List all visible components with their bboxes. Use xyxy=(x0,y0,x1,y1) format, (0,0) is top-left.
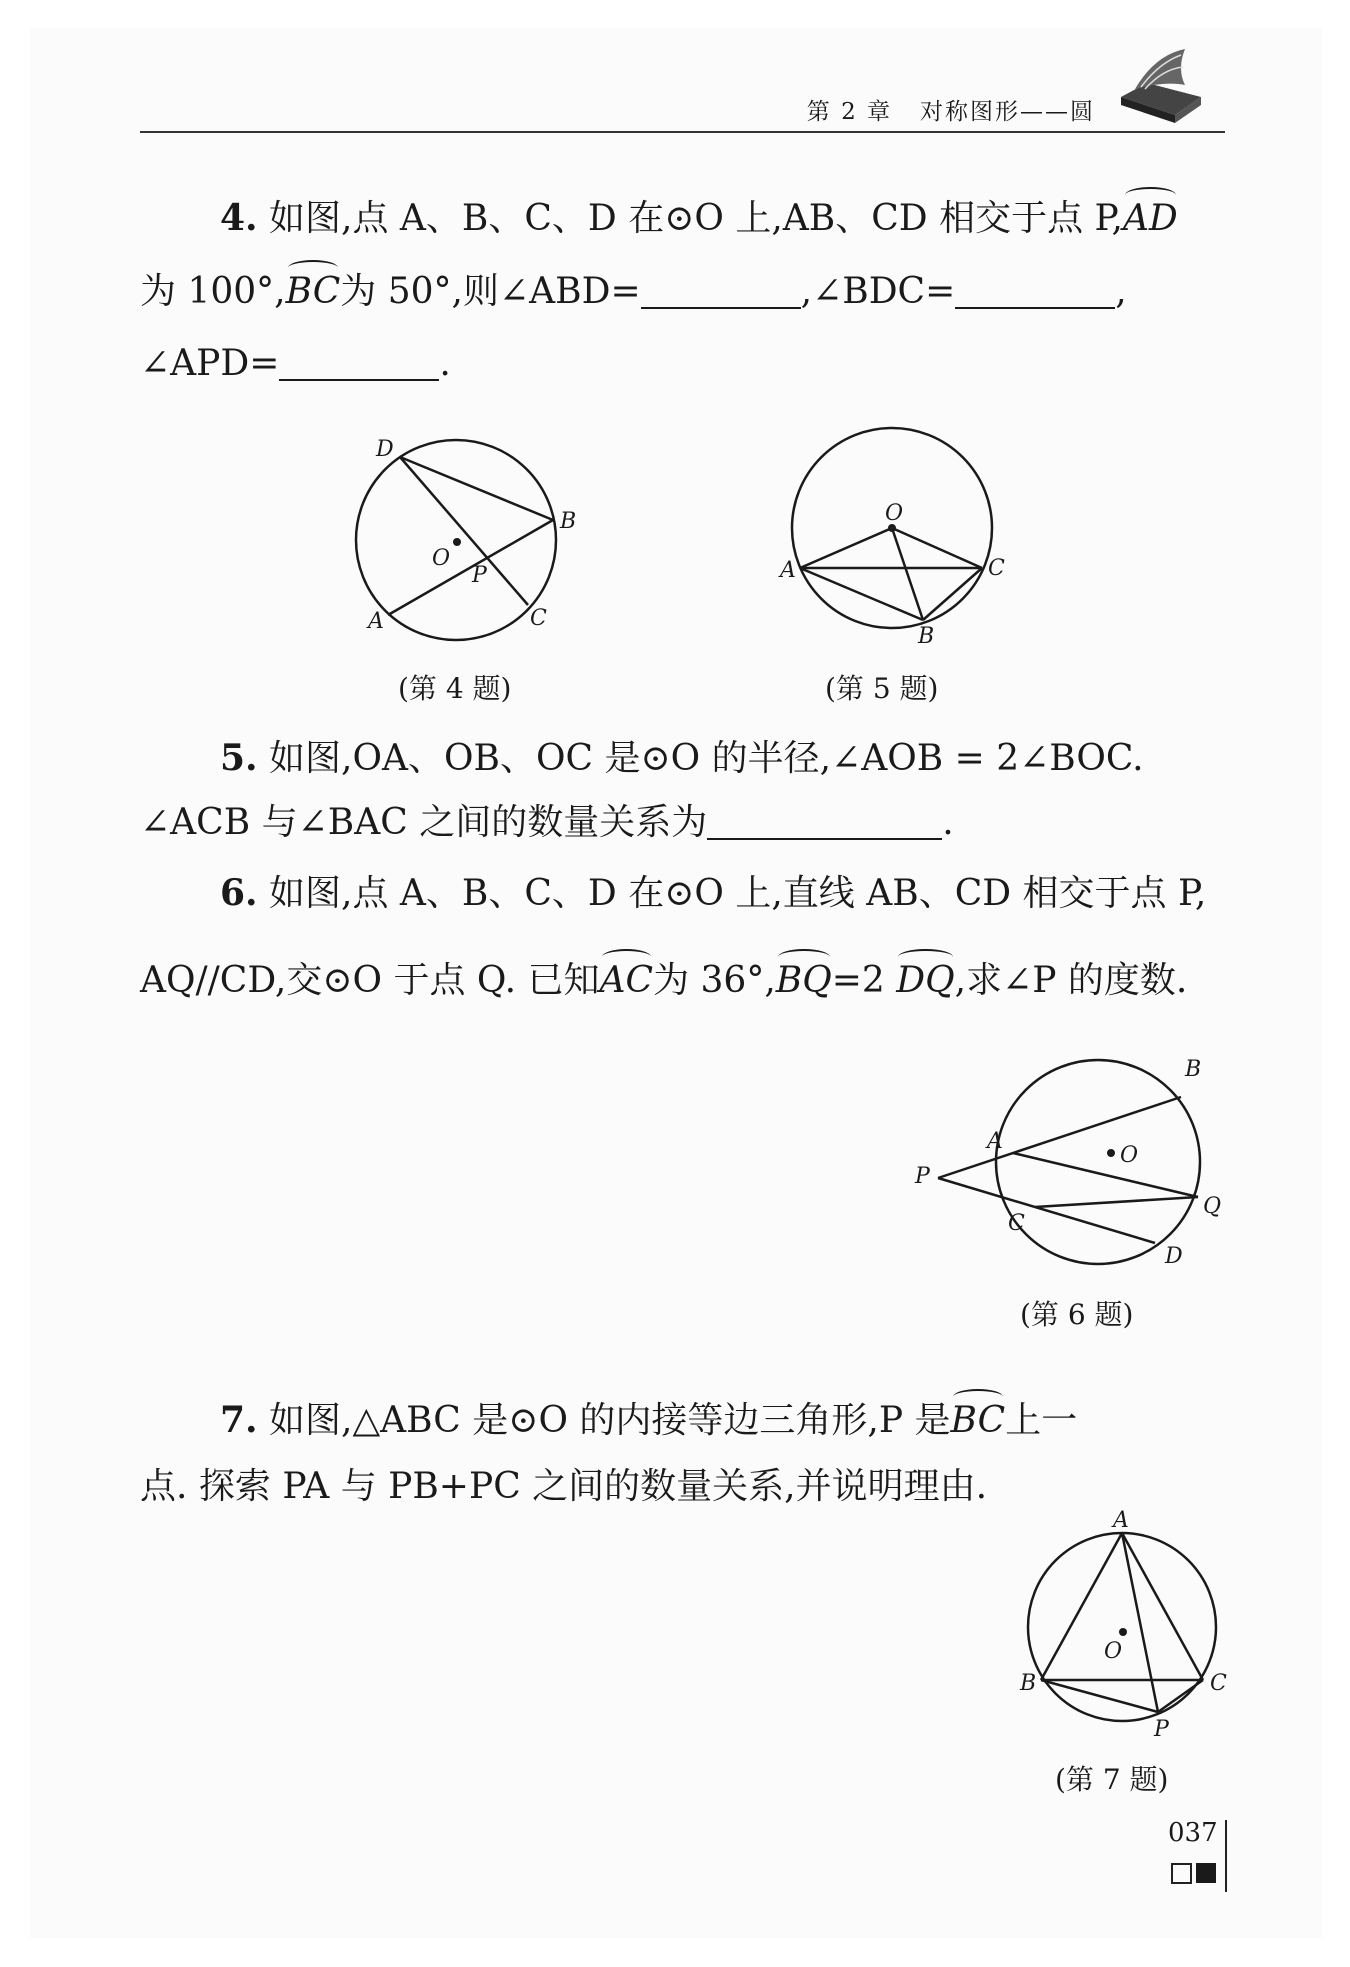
fig6-label-d: D xyxy=(1165,1244,1183,1269)
page-marker-empty-square xyxy=(1171,1863,1192,1884)
question-6 xyxy=(140,872,1225,1015)
book-icon xyxy=(1115,45,1205,125)
fig5-label-b: B xyxy=(918,624,935,649)
q6-arc-dq: DQ xyxy=(896,960,955,1001)
page-number: 037 xyxy=(1168,1818,1218,1848)
fig6-line-pd xyxy=(938,1178,1155,1243)
fig6-label-p: P xyxy=(915,1164,930,1189)
q6-arc-ac: AC xyxy=(599,960,654,1001)
fig6-label-a: A xyxy=(987,1129,1003,1154)
q5-line-1 xyxy=(220,737,1144,779)
fig5-segment-oc xyxy=(892,528,982,568)
q7-text-1a: 如图,△ABC 是⊙O 的内接等边三角形,P 是 xyxy=(269,1400,951,1441)
fig4-caption: (第 4 题) xyxy=(398,672,512,705)
fig7-label-o: O xyxy=(1104,1639,1123,1664)
fig4-label-o: O xyxy=(432,546,451,571)
q6-text-1: 如图,点 A、B、C、D 在⊙O 上,直线 AB、CD 相交于点 P, xyxy=(269,873,1207,914)
q7-line-1 xyxy=(220,1399,1078,1441)
q6-line-1 xyxy=(220,872,1207,914)
fig4-label-a: A xyxy=(368,609,384,634)
page-header xyxy=(140,85,1225,133)
fig4-segment-ab xyxy=(388,520,553,615)
q4-text-2a: 为 100°, xyxy=(140,271,286,312)
fig5-label-o: O xyxy=(885,501,904,526)
fig5-segment-oa xyxy=(800,528,892,568)
fig7-label-a: A xyxy=(1113,1510,1129,1533)
fig7-segment-ac xyxy=(1122,1533,1203,1680)
fig6-label-q: Q xyxy=(1203,1194,1222,1219)
q7-arc-bc: BC xyxy=(950,1400,1006,1441)
header-rule xyxy=(140,131,1225,133)
fig6-segment-aq xyxy=(1013,1153,1198,1197)
q4-text-3: ∠APD= xyxy=(140,343,280,384)
q5-text-2: ∠ACB 与∠BAC 之间的数量关系为 xyxy=(140,802,708,843)
fig6-center-dot xyxy=(1107,1149,1115,1157)
q4-answer-blank-bdc[interactable] xyxy=(955,277,1115,309)
figure-4 xyxy=(340,430,600,650)
q4-text-2c: ,∠BDC= xyxy=(800,271,956,312)
fig6-segment-cq xyxy=(1035,1197,1198,1207)
q5-number: 5. xyxy=(220,737,258,779)
fig5-segment-ob xyxy=(892,528,923,620)
q4-answer-blank-abd[interactable] xyxy=(641,277,801,309)
q4-line-1 xyxy=(220,197,1178,239)
fig4-label-d: D xyxy=(376,437,394,462)
q6-text-2c: =2 xyxy=(831,960,897,1001)
fig5-caption: (第 5 题) xyxy=(825,672,939,705)
fig6-caption: (第 6 题) xyxy=(1020,1298,1134,1331)
fig7-center-dot xyxy=(1119,1628,1127,1636)
q5-text-2-end: . xyxy=(942,802,954,843)
page-marker-filled-square xyxy=(1196,1863,1216,1883)
question-5 xyxy=(140,737,1225,850)
fig4-label-c: C xyxy=(530,606,547,631)
q4-arc-ad: AD xyxy=(1122,198,1178,239)
fig5-segment-cb xyxy=(923,568,982,620)
q5-answer-blank[interactable] xyxy=(707,808,942,840)
q7-text-2: 点. 探索 PA 与 PB+PC 之间的数量关系,并说明理由. xyxy=(140,1466,988,1507)
question-7 xyxy=(140,1399,1225,1512)
chapter-label: 第 2 章 xyxy=(806,99,893,125)
q6-text-2a: AQ//CD,交⊙O 于点 Q. 已知 xyxy=(140,960,600,1001)
page-number-rule xyxy=(1225,1820,1227,1892)
header-text xyxy=(807,93,1095,126)
q6-arc-bq: BQ xyxy=(775,960,832,1001)
q4-text-3-end: . xyxy=(439,343,451,384)
fig7-caption: (第 7 题) xyxy=(1055,1763,1169,1796)
q4-text-1: 如图,点 A、B、C、D 在⊙O 上,AB、CD 相交于点 P, xyxy=(269,198,1123,239)
q5-text-1: 如图,OA、OB、OC 是⊙O 的半径,∠AOB = 2∠BOC. xyxy=(269,738,1144,779)
fig6-label-b: B xyxy=(1185,1057,1202,1082)
q7-number: 7. xyxy=(220,1399,258,1441)
chapter-title: 对称图形——圆 xyxy=(920,99,1095,125)
q4-line-2 xyxy=(140,271,1127,312)
q7-text-1b: 上一 xyxy=(1005,1400,1078,1441)
fig4-center-dot xyxy=(453,538,461,546)
fig6-line-pb xyxy=(938,1097,1181,1178)
fig4-label-b: B xyxy=(560,509,577,534)
fig7-segment-ap xyxy=(1122,1533,1158,1712)
q4-text-2b: 为 50°,则∠ABD= xyxy=(340,271,641,312)
fig4-segment-db xyxy=(400,457,553,520)
fig5-label-c: C xyxy=(988,556,1005,581)
q6-text-2d: ,求∠P 的度数. xyxy=(954,960,1188,1001)
q6-line-2 xyxy=(140,960,1188,1001)
figure-7 xyxy=(1010,1510,1240,1740)
figure-6 xyxy=(905,1050,1245,1280)
q5-line-2 xyxy=(140,802,954,843)
fig7-label-p: P xyxy=(1154,1717,1169,1740)
fig4-label-p: P xyxy=(472,563,487,588)
q4-line-3 xyxy=(140,343,451,384)
fig7-circle xyxy=(1028,1533,1216,1721)
fig5-label-a: A xyxy=(780,558,796,583)
q4-number: 4. xyxy=(220,197,258,239)
figure-5 xyxy=(770,425,1020,650)
q4-text-2d: , xyxy=(1115,271,1127,312)
fig6-circle xyxy=(996,1060,1200,1264)
fig7-segment-cp xyxy=(1158,1680,1203,1712)
fig7-label-c: C xyxy=(1210,1671,1227,1696)
q4-answer-blank-apd[interactable] xyxy=(279,349,439,381)
q6-text-2b: 为 36°, xyxy=(653,960,776,1001)
q4-arc-bc: BC xyxy=(285,271,341,312)
fig6-label-c: C xyxy=(1008,1211,1025,1236)
q6-number: 6. xyxy=(220,872,258,914)
fig6-label-o: O xyxy=(1120,1143,1139,1168)
fig7-label-b: B xyxy=(1020,1671,1037,1696)
fig4-segment-dc xyxy=(400,457,528,605)
q7-line-2 xyxy=(140,1466,988,1507)
question-4 xyxy=(140,197,1225,400)
